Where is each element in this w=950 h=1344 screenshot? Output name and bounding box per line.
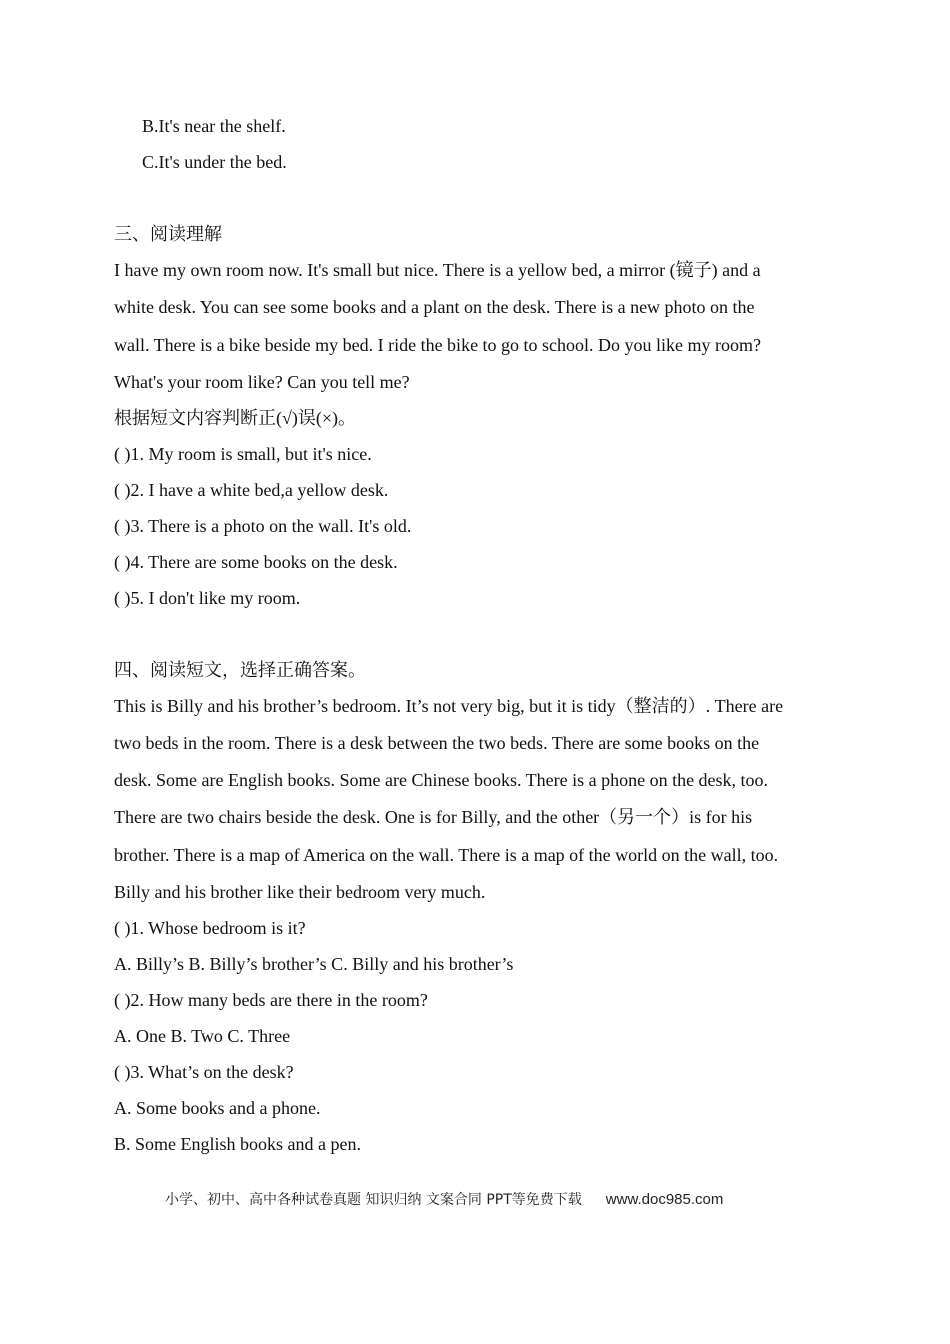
section3-item-2: ( )2. I have a white bed,a yellow desk. (114, 480, 389, 500)
section4-question-2: ( )2. How many beds are there in the room? (114, 990, 428, 1010)
section4-question-2-options: A. One B. Two C. Three (114, 1026, 291, 1046)
section4-passage-line-3: desk. Some are English books. Some are Chinese books. There is a phone on the desk, too. (114, 770, 769, 790)
section4-passage-line-4: There are two chairs beside the desk. One is for Billy, and the other（另一个）is for his (114, 807, 753, 827)
section4-passage-line-6: Billy and his brother like their bedroom very much. (114, 882, 486, 902)
section3-passage-line-4: What's your room like? Can you tell me? (114, 372, 410, 392)
section3-passage-line-3: wall. There is a bike beside my bed. I ride the bike to go to school. Do you like my room? (114, 335, 762, 355)
footer-url[interactable]: www.doc985.com (605, 1191, 724, 1208)
footer-text: 小学、初中、高中各种试卷真题 知识归纳 文案合同 PPT等免费下载 (165, 1192, 582, 1208)
section3-passage-line-2: white desk. You can see some books and a plant on the desk. There is a new photo on the (114, 297, 755, 317)
section3-passage-line-1: I have my own room now. It's small but nice. There is a yellow bed, a mirror (镜子) and a (114, 260, 761, 280)
section3-item-5: ( )5. I don't like my room. (114, 588, 301, 608)
section3-heading: 三、阅读理解 (114, 224, 222, 244)
section2-option-b: B.It's near the shelf. (142, 116, 286, 136)
section4-heading: 四、阅读短文，选择正确答案。 (114, 660, 366, 680)
page-footer (165, 1190, 723, 1210)
section4-question-1-options: A. Billy’s B. Billy’s brother’s C. Billy and his brother’s (114, 954, 514, 974)
section4-passage-line-1: This is Billy and his brother’s bedroom. It’s not very big, but it is tidy（整洁的）. There are (114, 696, 784, 716)
section3-item-3: ( )3. There is a photo on the wall. It's old. (114, 516, 412, 536)
section3-item-4: ( )4. There are some books on the desk. (114, 552, 398, 572)
section4-passage-line-5: brother. There is a map of America on the wall. There is a map of the world on the wall, too. (114, 845, 779, 865)
section4-question-1: ( )1. Whose bedroom is it? (114, 918, 306, 938)
section4-question-3-option-a: A. Some books and a phone. (114, 1098, 321, 1118)
section3-instruction: 根据短文内容判断正(√)误(×)。 (114, 408, 357, 428)
section2-option-c: C.It's under the bed. (142, 152, 287, 172)
section4-question-3-option-b: B. Some English books and a pen. (114, 1134, 361, 1154)
section3-item-1: ( )1. My room is small, but it's nice. (114, 444, 372, 464)
section4-question-3: ( )3. What’s on the desk? (114, 1062, 294, 1082)
section4-passage-line-2: two beds in the room. There is a desk between the two beds. There are some books on the (114, 733, 760, 753)
